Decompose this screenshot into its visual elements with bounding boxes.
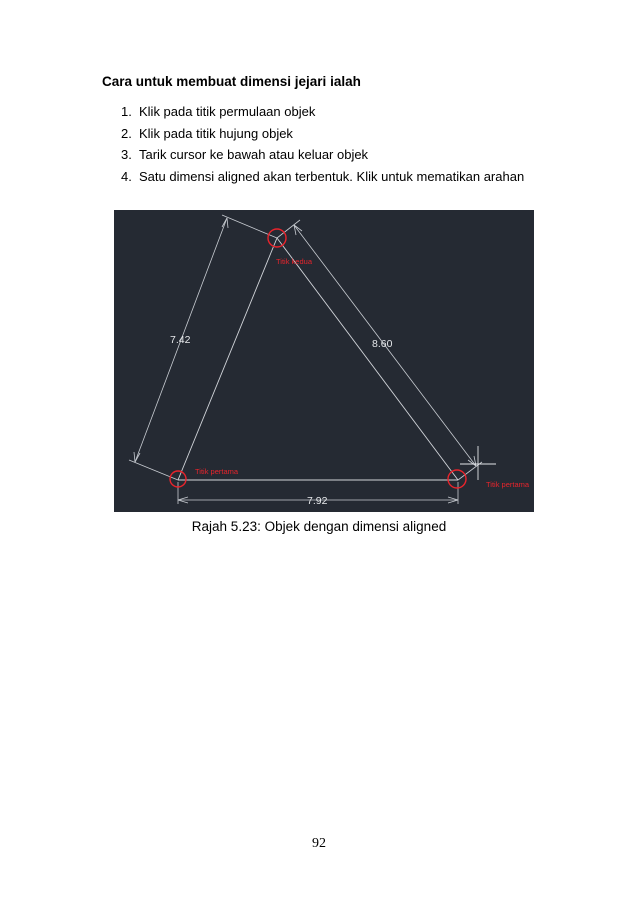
cad-drawing	[114, 210, 534, 512]
step-item	[121, 144, 524, 166]
triangle-left-edge	[178, 238, 277, 480]
figure-caption: Rajah 5.23: Objek dengan dimensi aligned	[191, 519, 447, 534]
point-markers	[170, 229, 466, 488]
left-dimension	[129, 215, 277, 480]
steps-list	[121, 101, 524, 187]
step-text: Satu dimensi aligned akan terbentuk. Klik untuk mematikan arahan	[139, 168, 525, 184]
section-heading: Cara untuk membuat dimensi jejari ialah	[102, 74, 361, 89]
label-titik-kedua: Titik kedua	[276, 257, 312, 266]
step-item	[121, 166, 524, 188]
step-number: 4.	[121, 168, 132, 184]
step-number: 3.	[121, 147, 132, 162]
triangle-right-edge	[277, 238, 458, 480]
step-item	[121, 123, 524, 145]
step-number: 2.	[121, 125, 132, 141]
step-text: Klik pada titik permulaan objek	[139, 104, 316, 119]
dimension-text-right: 8.60	[372, 338, 393, 350]
step-text: Tarik cursor ke bawah atau keluar objek	[139, 147, 369, 162]
dimension-text-bottom: 7.92	[307, 495, 328, 507]
triangle-object	[178, 238, 458, 480]
step-item	[121, 101, 524, 123]
label-titik-pertama-left: Titik pertama	[195, 467, 239, 476]
dimension-text-left: 7.42	[170, 334, 191, 346]
page-number: 92	[312, 836, 326, 851]
step-number: 1.	[121, 104, 132, 119]
step-text: Klik pada titik hujung objek	[139, 125, 293, 141]
label-titik-pertama-right: Titik pertama	[486, 480, 530, 489]
cad-figure	[114, 210, 534, 512]
